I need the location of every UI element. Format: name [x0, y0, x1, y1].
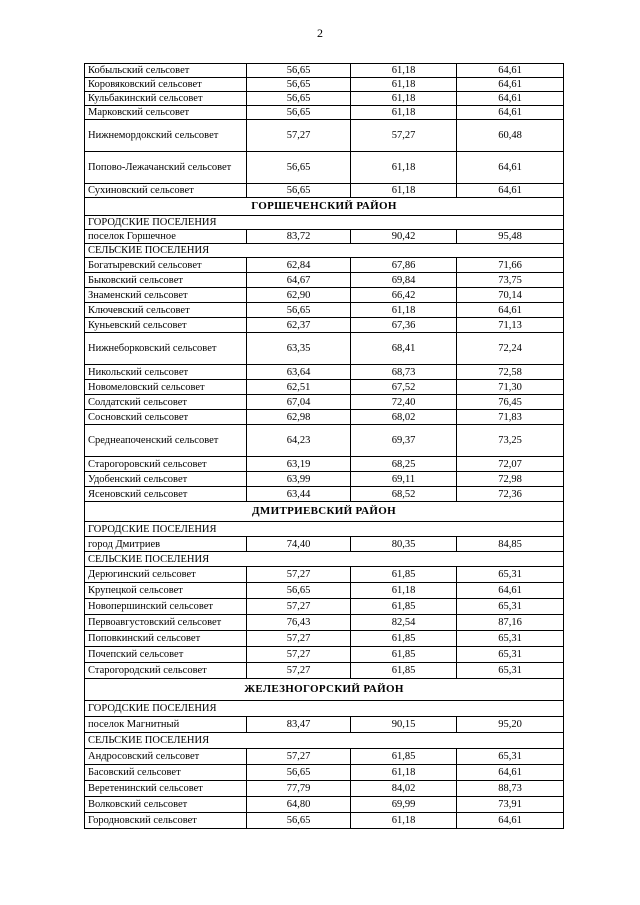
value-cell: 61,85 [351, 647, 457, 663]
value-cell: 56,65 [247, 583, 351, 599]
value-cell: 72,36 [457, 487, 564, 502]
value-cell: 64,61 [457, 184, 564, 198]
value-cell: 56,65 [247, 152, 351, 184]
value-cell: 76,43 [247, 615, 351, 631]
table-row [85, 487, 564, 502]
value-cell: 67,36 [351, 318, 457, 333]
section-header-row [85, 552, 564, 567]
value-cell: 56,65 [247, 64, 351, 78]
settlement-name: Первоавгустовский сельсовет [85, 615, 247, 631]
value-cell: 57,27 [247, 631, 351, 647]
settlement-name: Волковский сельсовет [85, 797, 247, 813]
settlement-name: Удобенский сельсовет [85, 472, 247, 487]
value-cell: 69,99 [351, 797, 457, 813]
value-cell: 64,61 [457, 92, 564, 106]
value-cell: 90,15 [351, 717, 457, 733]
settlement-name: Почепский сельсовет [85, 647, 247, 663]
value-cell: 68,41 [351, 333, 457, 365]
value-cell: 57,27 [247, 749, 351, 765]
value-cell: 61,18 [351, 303, 457, 318]
value-cell: 71,13 [457, 318, 564, 333]
value-cell: 66,42 [351, 288, 457, 303]
table-row [85, 410, 564, 425]
table-row [85, 813, 564, 829]
value-cell: 68,02 [351, 410, 457, 425]
value-cell: 84,02 [351, 781, 457, 797]
value-cell: 63,44 [247, 487, 351, 502]
value-cell: 57,27 [247, 647, 351, 663]
value-cell: 61,18 [351, 92, 457, 106]
value-cell: 65,31 [457, 567, 564, 583]
value-cell: 61,18 [351, 64, 457, 78]
settlement-name: Городновский сельсовет [85, 813, 247, 829]
value-cell: 64,61 [457, 78, 564, 92]
settlement-name: Попово-Лежачанский сельсовет [85, 152, 247, 184]
table-row [85, 152, 564, 184]
section-title: ГОРОДСКИЕ ПОСЕЛЕНИЯ [85, 522, 564, 537]
settlement-name: Нижнеборковский сельсовет [85, 333, 247, 365]
settlement-name: Ключевский сельсовет [85, 303, 247, 318]
section-title: СЕЛЬСКИЕ ПОСЕЛЕНИЯ [85, 552, 564, 567]
value-cell: 56,65 [247, 106, 351, 120]
table-row [85, 631, 564, 647]
value-cell: 57,27 [247, 120, 351, 152]
settlement-name: поселок Горшечное [85, 230, 247, 244]
value-cell: 61,18 [351, 813, 457, 829]
value-cell: 56,65 [247, 813, 351, 829]
value-cell: 56,65 [247, 765, 351, 781]
value-cell: 80,35 [351, 537, 457, 552]
value-cell: 61,18 [351, 106, 457, 120]
settlement-name: Никольский сельсовет [85, 365, 247, 380]
value-cell: 61,18 [351, 184, 457, 198]
table-row [85, 663, 564, 679]
value-cell: 82,54 [351, 615, 457, 631]
settlement-name: Дерюгинский сельсовет [85, 567, 247, 583]
value-cell: 61,85 [351, 749, 457, 765]
value-cell: 70,14 [457, 288, 564, 303]
settlement-name: Андросовский сельсовет [85, 749, 247, 765]
value-cell: 72,58 [457, 365, 564, 380]
value-cell: 95,48 [457, 230, 564, 244]
value-cell: 63,99 [247, 472, 351, 487]
value-cell: 62,98 [247, 410, 351, 425]
value-cell: 71,83 [457, 410, 564, 425]
settlement-name: Нижнемордокский сельсовет [85, 120, 247, 152]
value-cell: 76,45 [457, 395, 564, 410]
section-title: СЕЛЬСКИЕ ПОСЕЛЕНИЯ [85, 733, 564, 749]
value-cell: 95,20 [457, 717, 564, 733]
value-cell: 65,31 [457, 663, 564, 679]
section-title: ГОРОДСКИЕ ПОСЕЛЕНИЯ [85, 701, 564, 717]
value-cell: 73,91 [457, 797, 564, 813]
value-cell: 62,51 [247, 380, 351, 395]
table-row [85, 303, 564, 318]
table-row [85, 365, 564, 380]
value-cell: 67,04 [247, 395, 351, 410]
value-cell: 64,61 [457, 765, 564, 781]
tariff-table [84, 63, 564, 829]
value-cell: 61,18 [351, 152, 457, 184]
value-cell: 71,66 [457, 258, 564, 273]
table-row [85, 567, 564, 583]
table-row [85, 765, 564, 781]
value-cell: 90,42 [351, 230, 457, 244]
settlement-name: Знаменский сельсовет [85, 288, 247, 303]
section-title: ГОРОДСКИЕ ПОСЕЛЕНИЯ [85, 216, 564, 230]
value-cell: 64,61 [457, 106, 564, 120]
table-row [85, 78, 564, 92]
table-row [85, 457, 564, 472]
value-cell: 62,37 [247, 318, 351, 333]
table-row [85, 318, 564, 333]
settlement-name: Сосновский сельсовет [85, 410, 247, 425]
settlement-name: город Дмитриев [85, 537, 247, 552]
settlement-name: Старогоровский сельсовет [85, 457, 247, 472]
table-row [85, 288, 564, 303]
value-cell: 87,16 [457, 615, 564, 631]
value-cell: 68,52 [351, 487, 457, 502]
value-cell: 69,11 [351, 472, 457, 487]
value-cell: 56,65 [247, 92, 351, 106]
table-row [85, 120, 564, 152]
value-cell: 57,27 [247, 567, 351, 583]
value-cell: 64,67 [247, 273, 351, 288]
table-row [85, 717, 564, 733]
value-cell: 69,37 [351, 425, 457, 457]
settlement-name: Ясеновский сельсовет [85, 487, 247, 502]
value-cell: 63,19 [247, 457, 351, 472]
table-row [85, 537, 564, 552]
table-row [85, 64, 564, 78]
value-cell: 77,79 [247, 781, 351, 797]
value-cell: 63,64 [247, 365, 351, 380]
value-cell: 73,75 [457, 273, 564, 288]
value-cell: 56,65 [247, 184, 351, 198]
value-cell: 61,85 [351, 663, 457, 679]
settlement-name: Среднеапоченский сельсовет [85, 425, 247, 457]
value-cell: 61,18 [351, 78, 457, 92]
value-cell: 83,72 [247, 230, 351, 244]
district-title: ДМИТРИЕВСКИЙ РАЙОН [85, 502, 564, 522]
table-row [85, 333, 564, 365]
value-cell: 64,61 [457, 583, 564, 599]
settlement-name: Солдатский сельсовет [85, 395, 247, 410]
value-cell: 64,61 [457, 813, 564, 829]
settlement-name: Басовский сельсовет [85, 765, 247, 781]
value-cell: 84,85 [457, 537, 564, 552]
section-header-row [85, 522, 564, 537]
value-cell: 65,31 [457, 631, 564, 647]
section-header-row [85, 216, 564, 230]
value-cell: 72,24 [457, 333, 564, 365]
value-cell: 61,85 [351, 599, 457, 615]
settlement-name: Новомеловский сельсовет [85, 380, 247, 395]
settlement-name: Марковский сельсовет [85, 106, 247, 120]
settlement-name: Старогородский сельсовет [85, 663, 247, 679]
section-header-row [85, 244, 564, 258]
table-row [85, 184, 564, 198]
table-row [85, 749, 564, 765]
district-title: ЖЕЛЕЗНОГОРСКИЙ РАЙОН [85, 679, 564, 701]
section-header-row [85, 733, 564, 749]
value-cell: 74,40 [247, 537, 351, 552]
district-header-row [85, 198, 564, 216]
settlement-name: Поповкинский сельсовет [85, 631, 247, 647]
table-row [85, 230, 564, 244]
value-cell: 63,35 [247, 333, 351, 365]
table-row [85, 425, 564, 457]
value-cell: 60,48 [457, 120, 564, 152]
settlement-name: Кульбакинский сельсовет [85, 92, 247, 106]
value-cell: 61,18 [351, 765, 457, 781]
value-cell: 88,73 [457, 781, 564, 797]
value-cell: 61,18 [351, 583, 457, 599]
section-title: СЕЛЬСКИЕ ПОСЕЛЕНИЯ [85, 244, 564, 258]
value-cell: 64,23 [247, 425, 351, 457]
value-cell: 57,27 [351, 120, 457, 152]
settlement-name: Новопершинский сельсовет [85, 599, 247, 615]
table-row [85, 583, 564, 599]
settlement-name: Коровяковский сельсовет [85, 78, 247, 92]
value-cell: 56,65 [247, 78, 351, 92]
district-header-row [85, 679, 564, 701]
settlement-name: Крупецкой сельсовет [85, 583, 247, 599]
section-header-row [85, 701, 564, 717]
value-cell: 68,73 [351, 365, 457, 380]
value-cell: 61,85 [351, 567, 457, 583]
district-title: ГОРШЕЧЕНСКИЙ РАЙОН [85, 198, 564, 216]
value-cell: 71,30 [457, 380, 564, 395]
settlement-name: Быковский сельсовет [85, 273, 247, 288]
table-row [85, 106, 564, 120]
table-row [85, 781, 564, 797]
value-cell: 61,85 [351, 631, 457, 647]
table-row [85, 647, 564, 663]
value-cell: 68,25 [351, 457, 457, 472]
value-cell: 64,80 [247, 797, 351, 813]
table-row [85, 615, 564, 631]
value-cell: 64,61 [457, 303, 564, 318]
settlement-name: Куньевский сельсовет [85, 318, 247, 333]
page-number: 2 [317, 26, 323, 40]
table-row [85, 395, 564, 410]
value-cell: 83,47 [247, 717, 351, 733]
value-cell: 64,61 [457, 152, 564, 184]
table-row [85, 273, 564, 288]
value-cell: 65,31 [457, 749, 564, 765]
settlement-name: Сухиновский сельсовет [85, 184, 247, 198]
value-cell: 56,65 [247, 303, 351, 318]
value-cell: 67,86 [351, 258, 457, 273]
value-cell: 72,40 [351, 395, 457, 410]
value-cell: 57,27 [247, 663, 351, 679]
table-row [85, 599, 564, 615]
value-cell: 62,90 [247, 288, 351, 303]
table-row [85, 380, 564, 395]
value-cell: 57,27 [247, 599, 351, 615]
value-cell: 64,61 [457, 64, 564, 78]
settlement-name: Кобыльский сельсовет [85, 64, 247, 78]
value-cell: 69,84 [351, 273, 457, 288]
value-cell: 65,31 [457, 599, 564, 615]
value-cell: 73,25 [457, 425, 564, 457]
value-cell: 72,98 [457, 472, 564, 487]
table-row [85, 92, 564, 106]
value-cell: 62,84 [247, 258, 351, 273]
table-row [85, 258, 564, 273]
district-header-row [85, 502, 564, 522]
value-cell: 67,52 [351, 380, 457, 395]
table-row [85, 472, 564, 487]
settlement-name: Богатыревский сельсовет [85, 258, 247, 273]
table-row [85, 797, 564, 813]
settlement-name: поселок Магнитный [85, 717, 247, 733]
value-cell: 72,07 [457, 457, 564, 472]
value-cell: 65,31 [457, 647, 564, 663]
settlement-name: Веретенинский сельсовет [85, 781, 247, 797]
